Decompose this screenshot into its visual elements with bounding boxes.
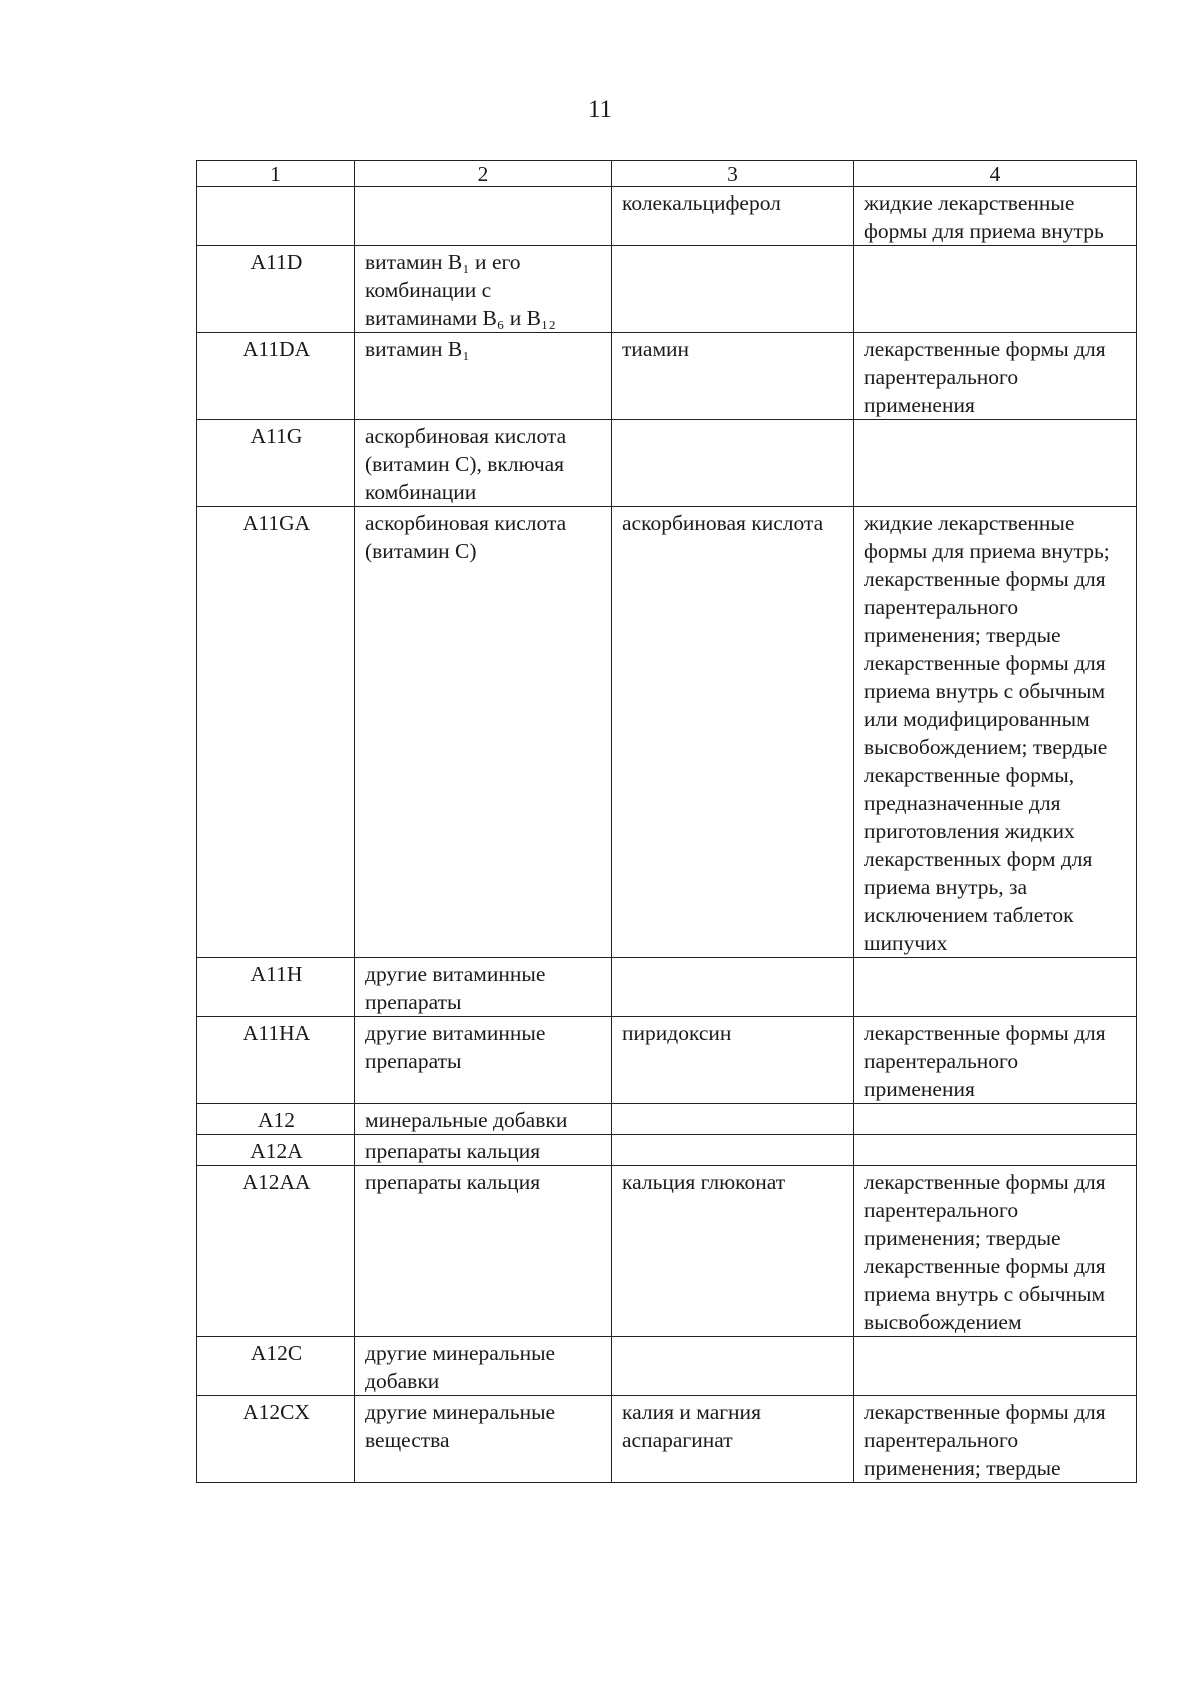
table-row [197,1396,1137,1483]
table-row [197,333,1137,420]
form-cell [854,1104,1137,1135]
form-cell: жидкие лекарственные формы для приема внутрь; лекарственные формы для парентерального применения; твердые лекарственные формы для приема внутрь с обычным или модифицированным высвобождением; твердые лекарственные формы, предназначенные для приготовления жидких лекарственных форм для приема внутрь, за исключением таблеток шипучих [854,507,1137,958]
page-number: 11 [587,96,613,123]
drug-cell [612,246,854,333]
atc-code-cell: A12 [197,1104,355,1135]
table-row [197,507,1137,958]
group-cell: другие витаминные препараты [355,1017,612,1104]
form-cell [854,246,1137,333]
atc-code-cell: A11DA [197,333,355,420]
table-row [197,420,1137,507]
column-header-2: 2 [355,161,612,187]
atc-code-cell: A11G [197,420,355,507]
drug-cell [612,1337,854,1396]
form-cell [854,1337,1137,1396]
header-row [197,161,1137,187]
group-cell: другие минеральные добавки [355,1337,612,1396]
drug-cell: аскорбиновая кислота [612,507,854,958]
atc-code-cell: A11D [197,246,355,333]
column-header-1: 1 [197,161,355,187]
atc-code-cell: A12CX [197,1396,355,1483]
table-row [197,1017,1137,1104]
atc-code-cell: A11GA [197,507,355,958]
atc-code-cell: A11HA [197,1017,355,1104]
table-row [197,1135,1137,1166]
table-row [197,187,1137,246]
group-cell: препараты кальция [355,1166,612,1337]
form-cell [854,1135,1137,1166]
drug-cell [612,420,854,507]
form-cell: лекарственные формы для парентерального применения; твердые лекарственные формы для приема внутрь с обычным высвобождением [854,1166,1137,1337]
table-row [197,958,1137,1017]
atc-code-cell: A12C [197,1337,355,1396]
group-cell: другие минеральные вещества [355,1396,612,1483]
group-cell: другие витаминные препараты [355,958,612,1017]
table-row [197,246,1137,333]
drug-cell: тиамин [612,333,854,420]
form-cell: жидкие лекарственные формы для приема внутрь [854,187,1137,246]
atc-code-cell: A12A [197,1135,355,1166]
form-cell [854,958,1137,1017]
form-cell: лекарственные формы для парентерального применения [854,1017,1137,1104]
drug-table [196,160,1137,1483]
table-row [197,1337,1137,1396]
group-cell [355,187,612,246]
table-row [197,1104,1137,1135]
group-cell: минеральные добавки [355,1104,612,1135]
atc-code-cell: A11H [197,958,355,1017]
drug-cell [612,958,854,1017]
drug-cell [612,1135,854,1166]
group-cell: аскорбиновая кислота (витамин C) [355,507,612,958]
group-cell: аскорбиновая кислота (витамин C), включая комбинации [355,420,612,507]
group-cell: препараты кальция [355,1135,612,1166]
table-row [197,1166,1137,1337]
form-cell [854,420,1137,507]
column-header-3: 3 [612,161,854,187]
column-header-4: 4 [854,161,1137,187]
drug-cell: колекальциферол [612,187,854,246]
group-cell: витамин B₁ [355,333,612,420]
form-cell: лекарственные формы для парентерального применения; твердые [854,1396,1137,1483]
atc-code-cell [197,187,355,246]
drug-cell [612,1104,854,1135]
drug-cell: пиридоксин [612,1017,854,1104]
atc-code-cell: A12AA [197,1166,355,1337]
drug-cell: кальция глюконат [612,1166,854,1337]
drug-cell: калия и магния аспарагинат [612,1396,854,1483]
form-cell: лекарственные формы для парентерального применения [854,333,1137,420]
group-cell: витамин B₁ и его комбинации с витаминами B₆ и B₁₂ [355,246,612,333]
